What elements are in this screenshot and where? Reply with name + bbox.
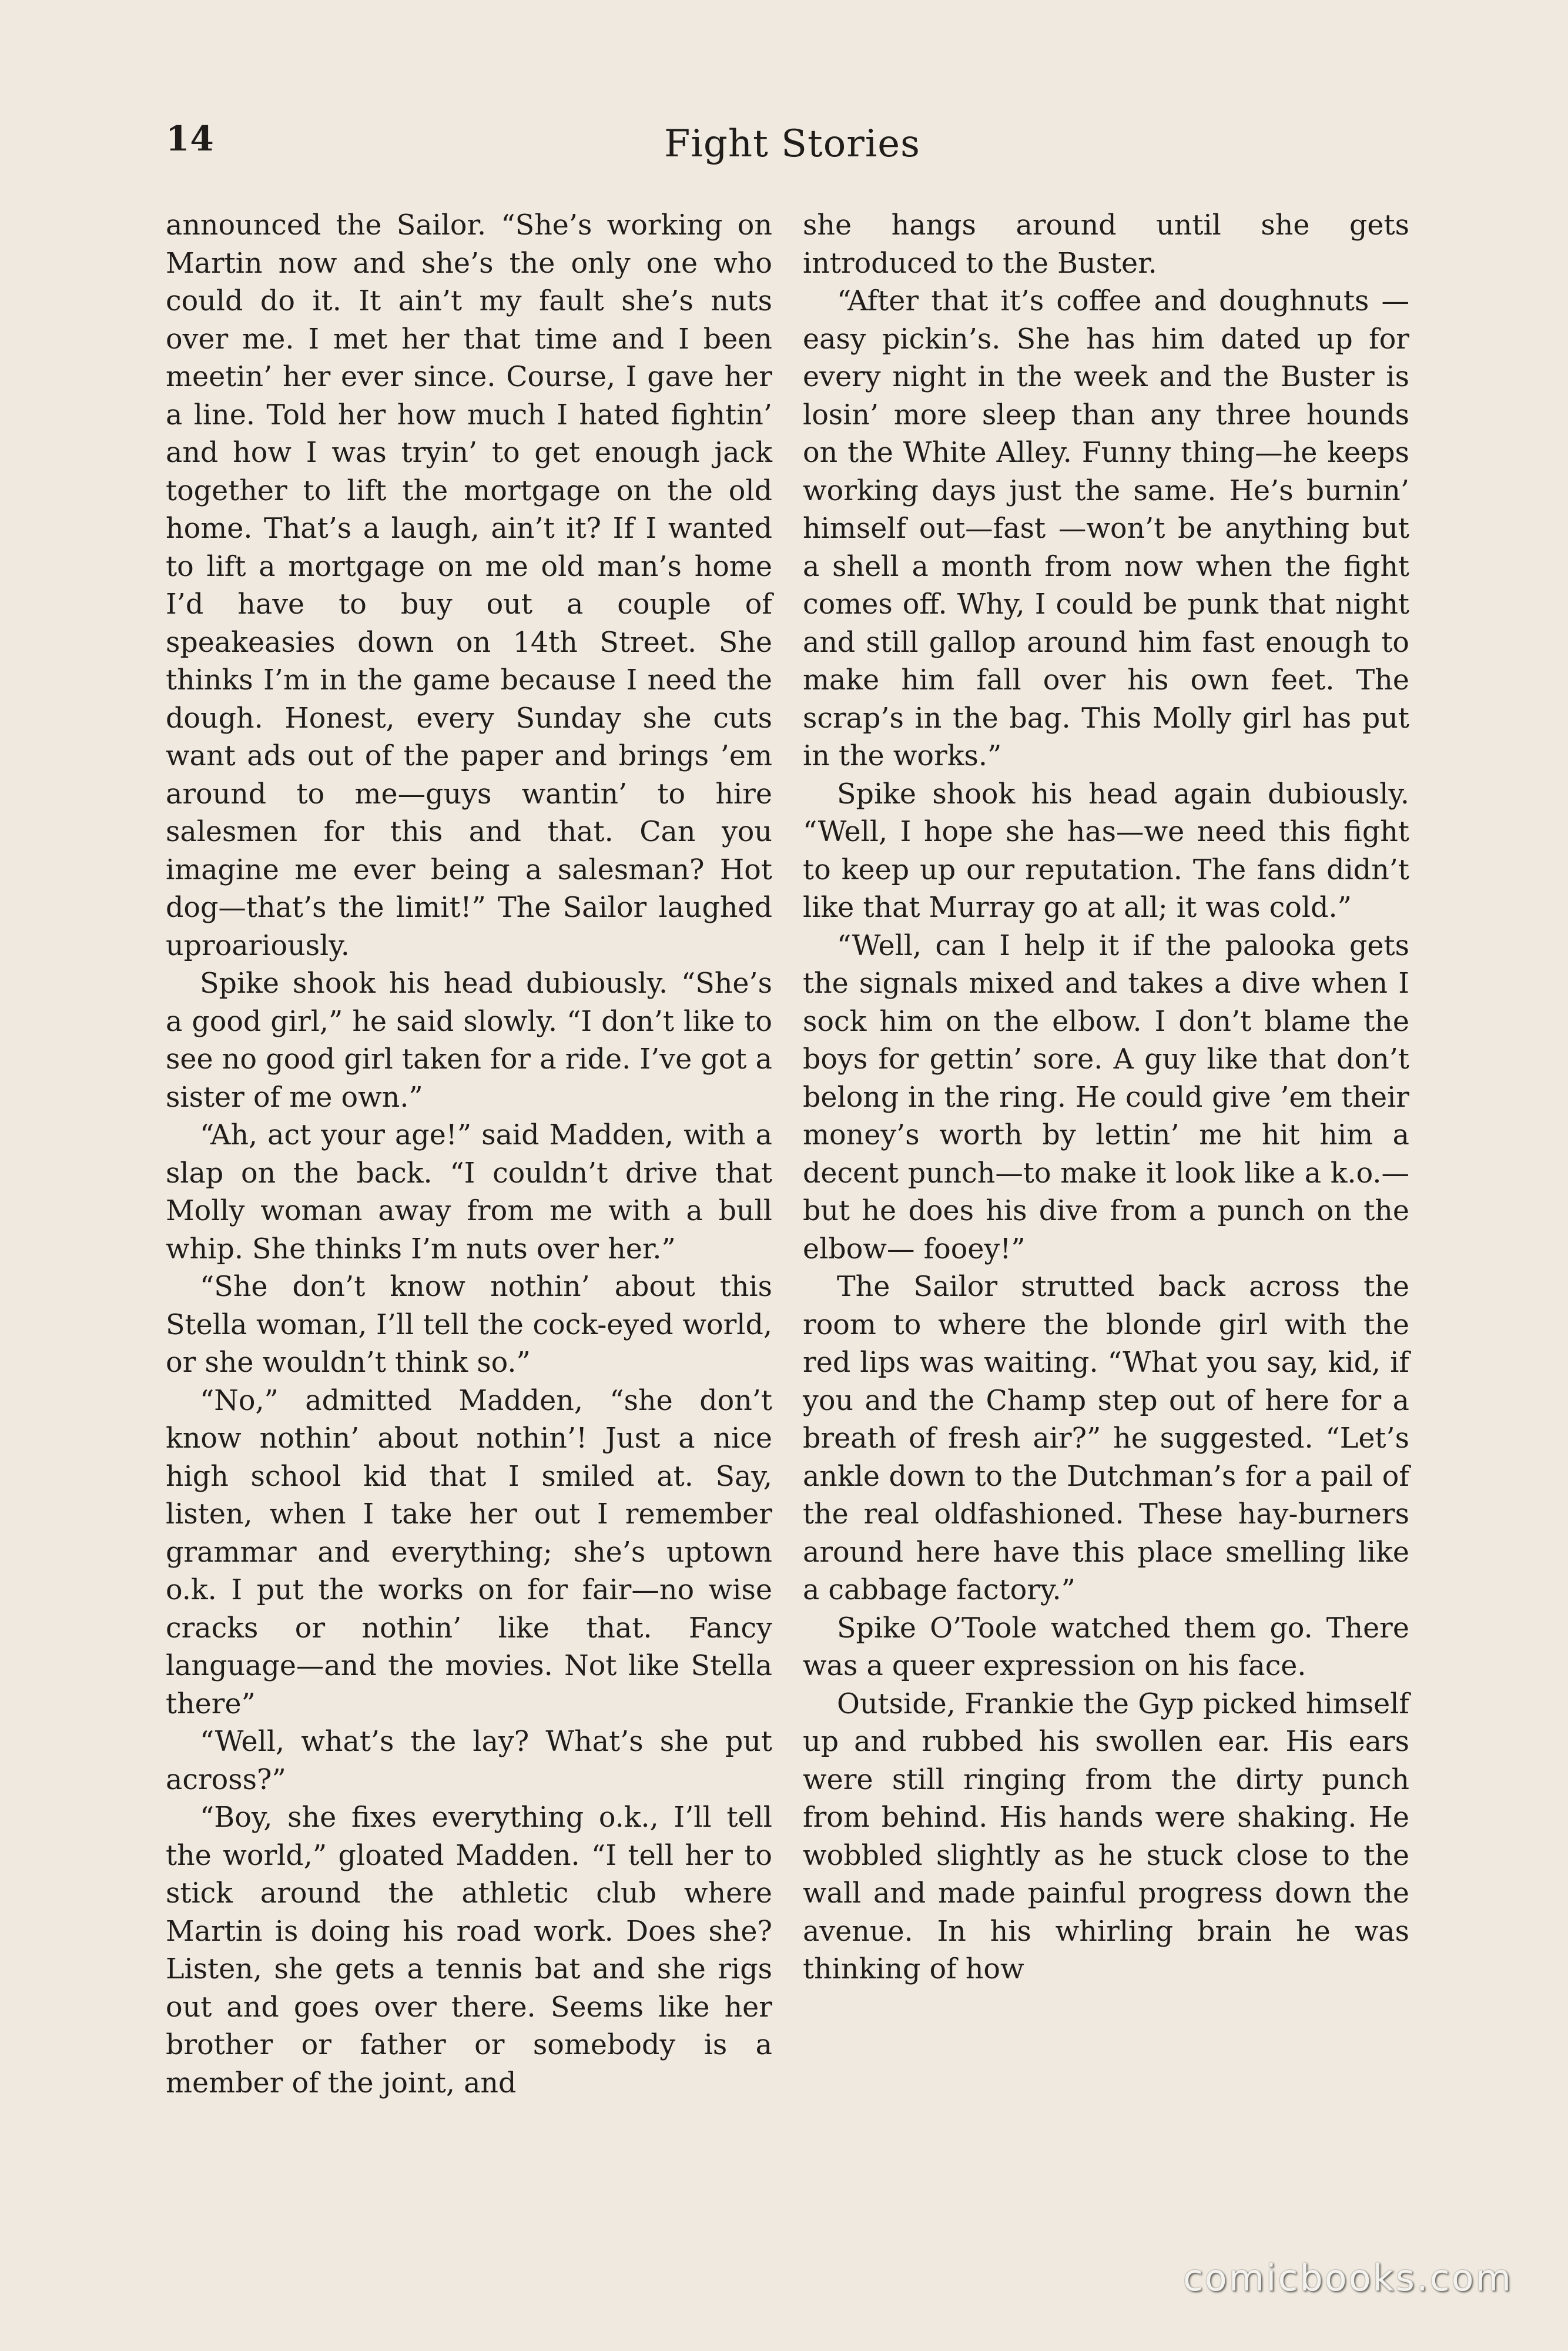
paragraph: Spike O’Toole watched them go. There was a queer expression on his face. [803, 1612, 1409, 1682]
page-number: 14 [166, 119, 215, 159]
paragraph: she hangs around until she gets introduced to the Buster. [803, 209, 1409, 280]
text-column-left [166, 207, 772, 2102]
text-column-right [803, 207, 1409, 1989]
paragraph: “After that it’s coffee and doughnuts —easy pickin’s. She has him dated up for every night in the week and the Buster is losin’ more sleep than any three hounds on the White Alley. Funny thing—he keeps working days just the same. He’s burnin’ himself out—fast —won’t be anything but a shell a month from now when the fight comes off. Why, I could be punk that night and still gallop around him fast enough to make him fall over his own feet. The scrap’s in the bag. This Molly girl has put in the works.” [803, 285, 1409, 772]
paragraph: “Boy, she fixes everything o.k., I’ll tell the world,” gloated Madden. “I tell her to stick around the athletic club where Martin is doing his road work. Does she? Listen, she gets a tennis bat and she rigs out and goes over there. Seems like her brother or father or somebody is a member of the joint, and [166, 1801, 772, 2099]
site-watermark: comicbooks.com [1182, 2256, 1513, 2299]
paragraph: “No,” admitted Madden, “she don’t know nothin’ about nothin’! Just a nice high school kid that I smiled at. Say, listen, when I take her out I remember grammar and everything; she’s uptown o.k. I put the works on for fair—no wise cracks or nothin’ like that. Fancy language—and the movies. Not like Stella there” [166, 1384, 772, 1720]
paragraph: announced the Sailor. “She’s working on Martin now and she’s the only one who could do it. It ain’t my fault she’s nuts over me. I met her that time and I been meetin’ her ever since. Course, I gave her a line. Told her how much I hated fightin’ and how I was tryin’ to get enough jack together to lift the mortgage on the old home. That’s a laugh, ain’t it? If I wanted to lift a mortgage on me old man’s home I’d have to buy out a couple of speakeasies down on 14th Street. She thinks I’m in the game because I need the dough. Honest, every Sunday she cuts want ads out of the paper and brings ’em around to me—guys wantin’ to hire salesmen for this and that. Can you imagine me ever being a salesman? Hot dog—that’s the limit!” The Sailor laughed uproariously. [166, 209, 772, 962]
paragraph: Outside, Frankie the Gyp picked himself up and rubbed his swollen ear. His ears were still ringing from the dirty punch from behind. His hands were shaking. He wobbled slightly as he stuck close to the wall and made painful progress down the avenue. In his whirling brain he was thinking of how [803, 1687, 1409, 1985]
running-title: Fight Stories [664, 122, 920, 166]
paragraph: “She don’t know nothin’ about this Stella woman, I’ll tell the cock-eyed world, or she wouldn’t think so.” [166, 1271, 772, 1379]
paragraph: Spike shook his head dubiously. “She’s a good girl,” he said slowly. “I don’t like to see no good girl taken for a ride. I’ve got a sister of me own.” [166, 967, 772, 1114]
paragraph: The Sailor strutted back across the room to where the blonde girl with the red lips was waiting. “What you say, kid, if you and the Champ step out of here for a breath of fresh air?” he suggested. “Let’s ankle down to the Dutchman’s for a pail of the real oldfashioned. These hay-burners around here have this place smelling like a cabbage factory.” [803, 1271, 1409, 1606]
paragraph: “Well, what’s the lay? What’s she put across?” [166, 1726, 772, 1796]
paragraph: “Well, can I help it if the palooka gets the signals mixed and takes a dive when I sock him on the elbow. I don’t blame the boys for gettin’ sore. A guy like that don’t belong in the ring. He could give ’em their money’s worth by lettin’ me hit him a decent punch—to make it look like a k.o.—but he does his dive from a punch on the elbow— fooey!” [803, 929, 1409, 1265]
paragraph: Spike shook his head again dubiously. “Well, I hope she has—we need this fight to keep up our reputation. The fans didn’t like that Murray go at all; it was cold.” [803, 778, 1409, 924]
paragraph: “Ah, act your age!” said Madden, with a slap on the back. “I couldn’t drive that Molly woman away from me with a bull whip. She thinks I’m nuts over her.” [166, 1119, 772, 1265]
